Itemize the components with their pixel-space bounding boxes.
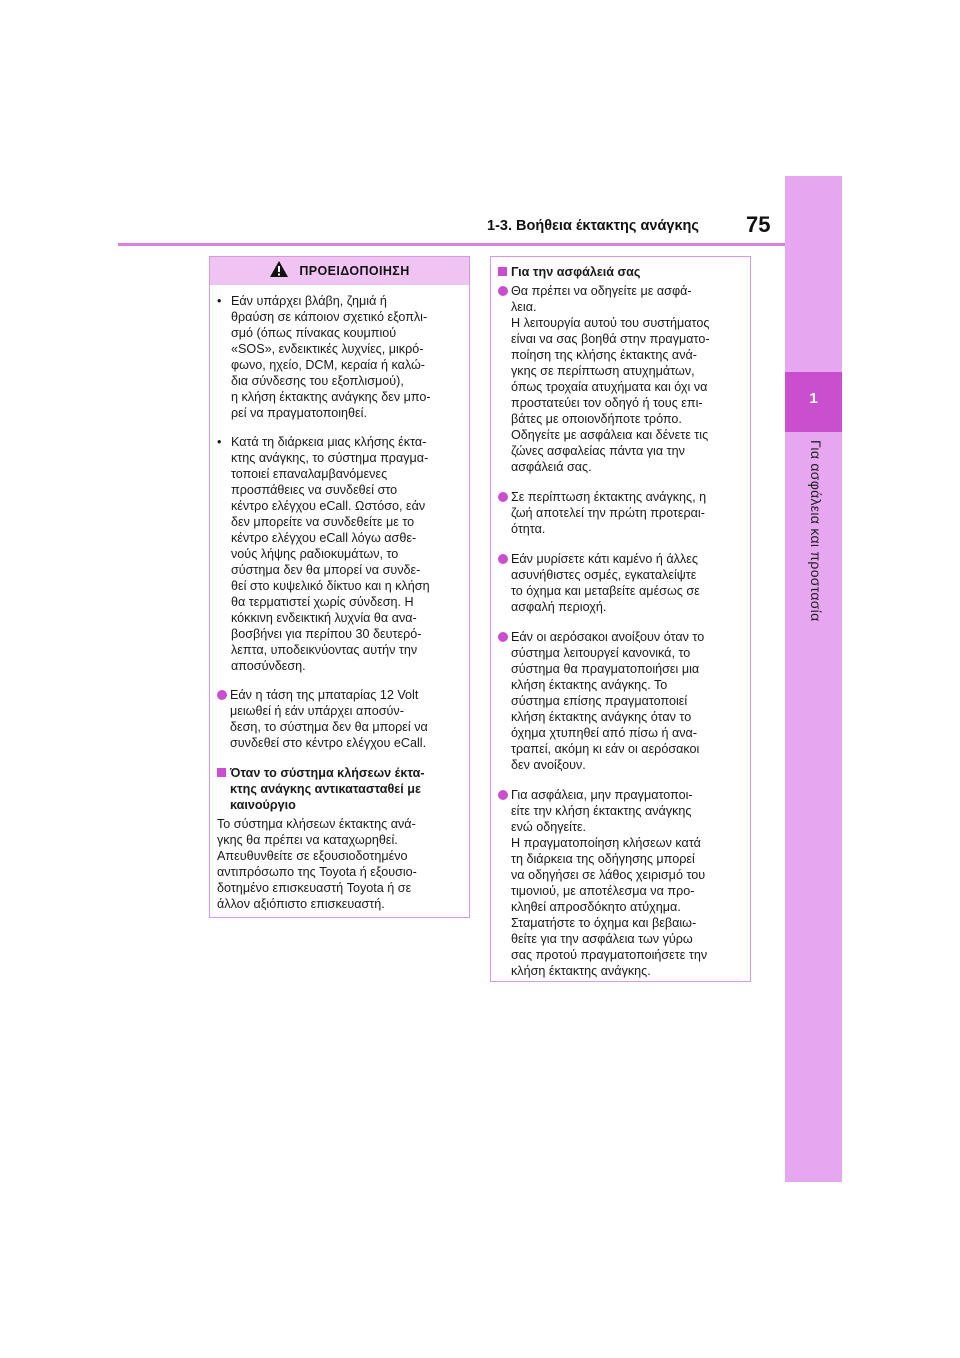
circle-bullet-icon: [498, 286, 508, 296]
bullet-icon: •: [217, 294, 222, 308]
circle-bullet-icon: [498, 492, 508, 502]
circle-bullet-icon: [498, 632, 508, 642]
warning-header: [210, 257, 469, 285]
circle-bullet-icon: [498, 790, 508, 800]
safety-item-text: Εάν οι αερόσακοι ανοίξουν όταν το σύστημα λειτουργεί κανονικά, το σύστημα θα πραγματοποιήσει μια κλήση έκτακτης ανάγκης. Το σύστημα επίσης πραγματοποιεί κλήση έκτακτης ανάγκης όταν το όχημα χτυπηθεί από πίσω ή ανα- τραπεί, ακόμη κι εάν οι αερόσακοι δεν ανοίξουν.: [511, 630, 705, 772]
section-title: 1-3. Βοήθεια έκτακτης ανάγκης: [487, 218, 699, 234]
header-divider: [118, 243, 785, 246]
warning-bullet-text: Κατά τη διάρκεια μιας κλήσης έκτα- κτης ανάγκης, το σύστημα πραγμα- τοποιεί επαναλαμβανόμενες προσπάθειες να συνδεθεί στο κέντρο ελέγχου eCall. Ωστόσο, εάν δεν μπορείτε να συνδεθείτε με το κέντρο ελέγχου eCall λόγω ασθε- νούς λήψης ραδιοκυμάτων, το σύστημα δεν θα μπορεί να συνδε- θεί στο κυψελικό δίκτυο και η κλήση θα τερματιστεί χωρίς σύνδεση. Η κόκκινη ενδεικτική λυχνία θα ανα- βοσβήνει για περίπου 30 δευτερό- λεπτα, υποδεικνύοντας αυτήν την αποσύνδεση.: [231, 435, 430, 673]
safety-item-text: Θα πρέπει να οδηγείτε με ασφά- λεια. Η λειτουργία αυτού του συστήματος είναι να σας βοηθά στην πραγματο- ποίηση της κλήσης έκτακτης ανά- γκης σε περίπτωση ατυχημάτων, όπως τροχαία ατυχήματα και όχι να προστατεύει τον οδηγό ή τους επι- βάτες με οποιονδήποτε τρόπο. Οδηγείτε με ασφάλεια και δένετε τις ζώνες ασφαλείας πάντα για την ασφάλειά σας.: [511, 284, 710, 474]
warning-bullet-text: Εάν υπάρχει βλάβη, ζημιά ή θραύση σε κάποιον σχετικό εξοπλι- σμό (όπως πίνακας κουμπιού «SOS», ενδεικτικές λυχνίες, μικρό- φωνο, ηχείο, DCM, κεραία ή καλώ- δια σύνδεσης του εξοπλισμού), η κλήση έκτακτης ανάγκης δεν μπο- ρεί να πραγματοποιηθεί.: [231, 294, 431, 420]
safety-item: [498, 629, 742, 773]
warning-dot-item: [217, 687, 461, 751]
safety-item: [498, 283, 742, 475]
circle-bullet-icon: [217, 690, 227, 700]
warning-bullet: [217, 293, 461, 421]
replace-text: Το σύστημα κλήσεων έκτακτης ανά- γκης θα πρέπει να καταχωρηθεί. Απευθυνθείτε σε εξουσιοδοτημένο αντιπρόσωπο της Toyota ή εξουσιο- δοτημένο επισκευαστή Toyota ή σε άλλον αξιόπιστο επισκευαστή.: [217, 817, 417, 911]
safety-item: [498, 787, 742, 979]
square-bullet-icon: [217, 768, 226, 777]
replace-heading: [217, 765, 461, 813]
warning-bullet: [217, 434, 461, 674]
replace-title: Όταν το σύστημα κλήσεων έκτα- κτης ανάγκης αντικατασταθεί με καινούργιο: [230, 766, 425, 812]
safety-item: [498, 489, 742, 537]
warning-dot-text: Εάν η τάση της μπαταρίας 12 Volt μειωθεί ή εάν υπάρχει αποσύν- δεση, το σύστημα δεν θα μπορεί να συνδεθεί στο κέντρο ελέγχου eCall.: [230, 688, 428, 750]
square-bullet-icon: [498, 267, 507, 276]
warning-title: ΠΡΟΕΙΔΟΠΟΙΗΣΗ: [299, 264, 410, 278]
warning-triangle-icon: [269, 260, 289, 283]
safety-item: [498, 551, 742, 615]
circle-bullet-icon: [498, 554, 508, 564]
page-number: 75: [746, 212, 771, 237]
safety-heading: [498, 264, 742, 280]
chapter-title: Για ασφάλεια και προστασία: [808, 440, 824, 622]
side-tab: [785, 176, 842, 1182]
warning-box: [209, 256, 470, 918]
safety-item-text: Σε περίπτωση έκτακτης ανάγκης, η ζωή αποτελεί την πρώτη προτεραι- ότητα.: [511, 490, 707, 536]
safety-item-text: Εάν μυρίσετε κάτι καμένο ή άλλες ασυνήθιστες οσμές, εγκαταλείψτε το όχημα και μεταβείτε αμέσως σε ασφαλή περιοχή.: [511, 552, 700, 614]
safety-box: [490, 256, 751, 982]
safety-title: Για την ασφάλειά σας: [511, 265, 641, 279]
chapter-number: 1: [809, 390, 818, 407]
bullet-icon: •: [217, 435, 222, 449]
safety-item-text: Για ασφάλεια, μην πραγματοποι- είτε την κλήση έκτακτης ανάγκης ενώ οδηγείτε. Η πραγματοποίηση κλήσεων κατά τη διάρκεια της οδήγησης μπορεί να οδηγήσει σε λάθος χειρισμό του τιμονιού, με αποτέλεσμα να προ- κληθεί απροσδόκητο ατύχημα. Σταματήστε το όχημα και βεβαιω- θείτε για την ασφάλεια των γύρω σας προτού πραγματοποιήσετε την κλήση έκτακτης ανάγκης.: [511, 788, 708, 978]
